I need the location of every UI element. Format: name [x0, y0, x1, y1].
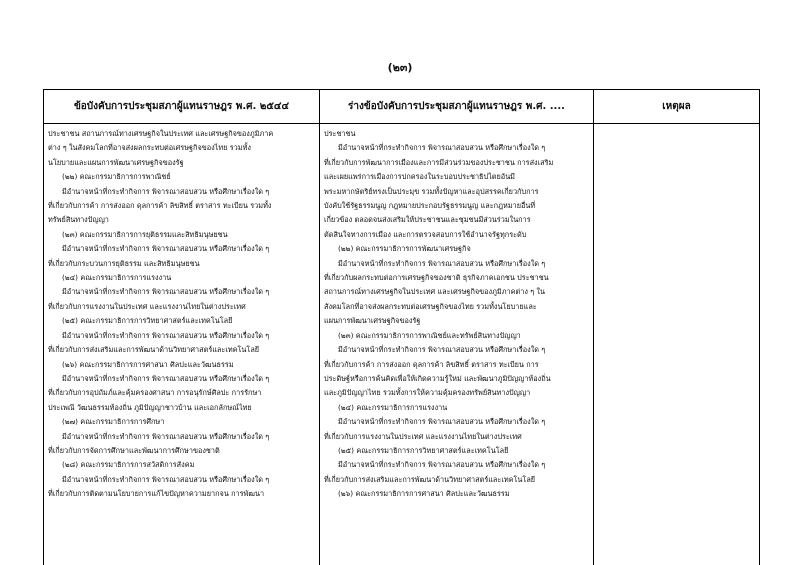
text-line: มีอำนาจหน้าที่กระทำกิจการ พิจารณาสอบสวน หรือศึกษาเรื่องใด ๆ	[338, 345, 546, 355]
text-line: ที่เกี่ยวกับการจัดการศึกษาและพัฒนาการศึกษาของชาติ	[48, 445, 220, 455]
committee-heading: (๒๒) คณะกรรมาธิการการพาณิชย์	[62, 172, 171, 182]
committee-heading: (๒๓) คณะกรรมาธิการการยุติธรรมและสิทธิมนุษยชน	[62, 229, 228, 239]
text-line: มีอำนาจหน้าที่กระทำกิจการ พิจารณาสอบสวน หรือศึกษาเรื่องใด ๆ	[338, 258, 546, 268]
text-line: พระมหากษัตริย์ทรงเป็นประมุข รวมทั้งปัญหาและอุปสรรคเกี่ยวกับการ	[324, 186, 539, 196]
header-reason: เหตุผล	[594, 90, 759, 124]
text-line: มีอำนาจหน้าที่กระทำกิจการ พิจารณาสอบสวน หรือศึกษาเรื่องใด ๆ	[62, 186, 270, 196]
text-line: บังคับใช้รัฐธรรมนูญ กฎหมายประกอบรัฐธรรมนูญ และกฎหมายอื่นที่	[324, 201, 536, 211]
text-line: ตัดสินใจทางการเมือง และการตรวจสอบการใช้อำนาจรัฐทุกระดับ	[324, 229, 527, 239]
text-line: ประชาชน	[324, 129, 356, 138]
text-line: ทรัพย์สินทางปัญญา	[48, 215, 109, 225]
committee-heading: (๒๔) คณะกรรมาธิการการแรงงาน	[338, 402, 448, 412]
committee-heading: (๒๗) คณะกรรมาธิการการศึกษา	[62, 417, 165, 427]
page-number: (๒๓)	[387, 61, 413, 74]
text-line: และเผยแพร่การเมืองการปกครองในระบอบประชาธิปไตยอันมี	[324, 172, 515, 182]
text-line: มีอำนาจหน้าที่กระทำกิจการ พิจารณาสอบสวน หรือศึกษาเรื่องใด ๆ	[62, 431, 270, 441]
text-line: ที่เกี่ยวกับการแรงงานในประเทศ และแรงงานไทยในต่างประเทศ	[324, 431, 522, 441]
header-draft-regulation: ร่างข้อบังคับการประชุมสภาผู้แทนราษฎร พ.ศ. ....	[320, 90, 594, 124]
text-line: และภูมิปัญญาไทย รวมทั้งการให้ความคุ้มครองทรัพย์สินทางปัญญา	[324, 388, 531, 398]
text-line: ที่เกี่ยวกับการติดตามนโยบายการแก้ไขปัญหาความยากจน การพัฒนา	[48, 489, 265, 499]
text-line: มีอำนาจหน้าที่กระทำกิจการ พิจารณาสอบสวน หรือศึกษาเรื่องใด ๆ	[338, 417, 546, 427]
text-line: นโยบายและแผนการพัฒนาเศรษฐกิจของรัฐ	[48, 157, 184, 167]
text-line: ที่เกี่ยวกับกระบวนการยุติธรรม และสิทธิมนุษยชน	[48, 258, 200, 268]
committee-heading: (๒๕) คณะกรรมาธิการการวิทยาศาสตร์และเทคโนโลยี	[62, 316, 233, 326]
text-line: ที่เกี่ยวกับการค้า การส่งออก ดุลการค้า ลิขสิทธิ์ ตราสาร ทะเบียน การ	[324, 359, 539, 369]
text-line: มีอำนาจหน้าที่กระทำกิจการ พิจารณาสอบสวน หรือศึกษาเรื่องใด ๆ	[62, 244, 270, 254]
committee-heading: (๒๘) คณะกรรมาธิการการสวัสดิการสังคม	[62, 460, 195, 470]
text-line: ที่เกี่ยวกับการพัฒนาการเมืองและการมีส่วนร่วมของประชาชน การส่งเสริม	[324, 157, 554, 167]
header-current-regulation: ข้อบังคับการประชุมสภาผู้แทนราษฎร พ.ศ. ๒๕๔๔	[44, 90, 320, 124]
reason-column	[594, 124, 759, 565]
text-line: ประชาชน สถานการณ์ทางเศรษฐกิจในประเทศ และเศรษฐกิจของภูมิภาค	[48, 129, 274, 138]
comparison-table	[43, 89, 760, 565]
committee-heading: (๒๖) คณะกรรมาธิการการศาสนา ศิลปะและวัฒนธรรม	[62, 359, 234, 369]
text-line: ที่เกี่ยวกับการส่งเสริมและการพัฒนาด้านวิทยาศาสตร์และเทคโนโลยี	[324, 474, 536, 484]
current-regulation-column	[44, 124, 320, 565]
text-line: ที่เกี่ยวกับการส่งเสริมและการพัฒนาด้านวิทยาศาสตร์และเทคโนโลยี	[48, 345, 260, 355]
draft-regulation-column	[320, 124, 594, 565]
committee-heading: (๒๓) คณะกรรมาธิการการพาณิชย์และทรัพย์สินทางปัญญา	[338, 330, 521, 340]
text-line: ต่าง ๆ ในสังคมโลกที่อาจส่งผลกระทบต่อเศรษฐกิจของไทย รวมทั้ง	[48, 143, 251, 153]
text-line: ประเพณี วัฒนธรรมท้องถิ่น ภูมิปัญญาชาวบ้าน และเอกลักษณ์ไทย	[48, 402, 252, 412]
committee-heading: (๒๕) คณะกรรมาธิการการวิทยาศาสตร์และเทคโนโลยี	[338, 445, 509, 455]
text-line: สถานการณ์ทางเศรษฐกิจในประเทศ และเศรษฐกิจของภูมิภาคต่าง ๆ ใน	[324, 287, 546, 297]
text-line: มีอำนาจหน้าที่กระทำกิจการ พิจารณาสอบสวน หรือศึกษาเรื่องใด ๆ	[338, 143, 546, 153]
text-line: ประดิษฐ์หรือการค้นคิดเพื่อให้เกิดความรู้ใหม่ และพัฒนาภูมิปัญญาท้องถิ่น	[324, 373, 551, 383]
committee-heading: (๒๒) คณะกรรมาธิการการพัฒนาเศรษฐกิจ	[338, 244, 471, 254]
text-line: ที่เกี่ยวกับผลกระทบต่อการเศรษฐกิจของชาติ ธุรกิจภาคเอกชน ประชาชน	[324, 273, 549, 283]
text-line: มีอำนาจหน้าที่กระทำกิจการ พิจารณาสอบสวน หรือศึกษาเรื่องใด ๆ	[62, 474, 270, 484]
text-line: ที่เกี่ยวกับการค้า การส่งออก ดุลการค้า ลิขสิทธิ์ ตราสาร ทะเบียน รวมทั้ง	[48, 201, 272, 211]
committee-heading: (๒๖) คณะกรรมาธิการการศาสนา ศิลปะและวัฒนธรรม	[338, 489, 510, 499]
text-line: สังคมโลกที่อาจส่งผลกระทบต่อเศรษฐกิจของไทย รวมทั้งนโยบายและ	[324, 301, 537, 311]
text-line: ที่เกี่ยวกับการแรงงานในประเทศ และแรงงานไทยในต่างประเทศ	[48, 301, 246, 311]
text-line: มีอำนาจหน้าที่กระทำกิจการ พิจารณาสอบสวน หรือศึกษาเรื่องใด ๆ	[338, 460, 546, 470]
text-line: ที่เกี่ยวกับการอุปถัมภ์และคุ้มครองศาสนา การอนุรักษ์ศิลปะ การรักษา	[48, 388, 262, 398]
text-line: มีอำนาจหน้าที่กระทำกิจการ พิจารณาสอบสวน หรือศึกษาเรื่องใด ๆ	[62, 373, 270, 383]
committee-heading: (๒๔) คณะกรรมาธิการการแรงงาน	[62, 273, 172, 283]
text-line: เกี่ยวข้อง ตลอดจนส่งเสริมให้ประชาชนและชุมชนมีส่วนร่วมในการ	[324, 215, 531, 225]
text-line: มีอำนาจหน้าที่กระทำกิจการ พิจารณาสอบสวน หรือศึกษาเรื่องใด ๆ	[62, 330, 270, 340]
text-line: แผนการพัฒนาเศรษฐกิจของรัฐ	[324, 316, 421, 326]
text-line: มีอำนาจหน้าที่กระทำกิจการ พิจารณาสอบสวน หรือศึกษาเรื่องใด ๆ	[62, 287, 270, 297]
